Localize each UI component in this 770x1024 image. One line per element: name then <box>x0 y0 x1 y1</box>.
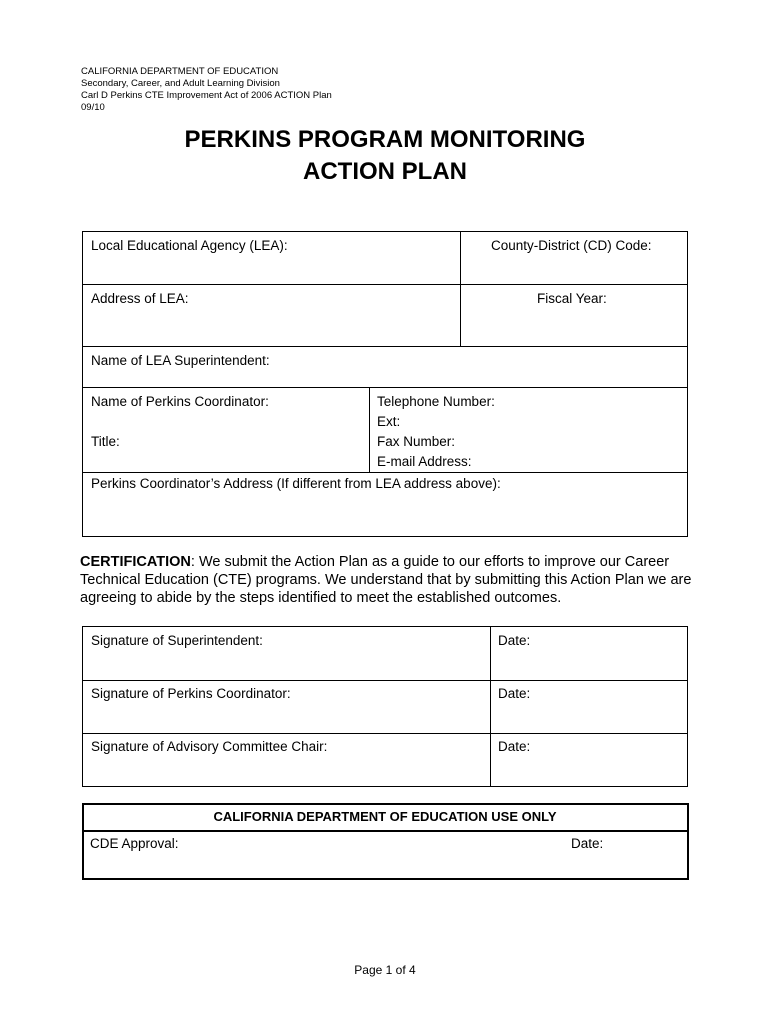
superintendent-label: Name of LEA Superintendent: <box>91 353 270 368</box>
chair-signature-label: Signature of Advisory Committee Chair: <box>91 739 328 754</box>
chair-signature-field[interactable] <box>82 733 491 787</box>
coordinator-date-field[interactable] <box>490 680 688 734</box>
contact-field[interactable] <box>369 387 688 473</box>
cd-code-field[interactable] <box>460 231 688 285</box>
email-label: E-mail Address: <box>377 454 472 469</box>
certification-text: : We submit the Action Plan as a guide to our efforts to improve our Career Technical Education (CTE) programs. We understand that by submitting this Action Plan we are agreeing to abide by the steps identified to meet the established outcomes. <box>80 554 692 606</box>
page-number: Page 1 of 4 <box>354 963 416 977</box>
lea-address-label: Address of LEA: <box>91 291 189 306</box>
coordinator-address-label: Perkins Coordinator’s Address (If different from LEA address above): <box>91 476 501 491</box>
header-act: Carl D Perkins CTE Improvement Act of 2006 ACTION Plan <box>81 90 332 101</box>
fiscal-year-field[interactable] <box>460 284 688 347</box>
header-date: 09/10 <box>81 102 105 113</box>
fiscal-year-label: Fiscal Year: <box>537 291 607 306</box>
date-label: Date: <box>498 686 531 701</box>
chair-date-field[interactable] <box>490 733 688 787</box>
superintendent-signature-label: Signature of Superintendent: <box>91 633 263 648</box>
date-label: Date: <box>498 633 531 648</box>
header-agency: CALIFORNIA DEPARTMENT OF EDUCATION <box>81 66 279 77</box>
certification-statement <box>80 553 700 607</box>
certification-heading: CERTIFICATION <box>80 554 191 570</box>
cde-approval-label[interactable]: CDE Approval: <box>90 836 179 851</box>
lea-label: Local Educational Agency (LEA): <box>91 238 288 253</box>
fax-label: Fax Number: <box>377 434 456 449</box>
title-line-1: PERKINS PROGRAM MONITORING <box>184 126 586 153</box>
coordinator-signature-field[interactable] <box>82 680 491 734</box>
lea-field[interactable] <box>82 231 461 285</box>
page-title <box>0 124 770 188</box>
title-label: Title: <box>91 434 120 449</box>
superintendent-field[interactable] <box>82 346 688 388</box>
superintendent-date-field[interactable] <box>490 626 688 681</box>
document-header <box>81 66 332 114</box>
coordinator-label: Name of Perkins Coordinator: <box>91 394 269 409</box>
cde-divider <box>82 830 689 832</box>
ext-label: Ext: <box>377 414 401 429</box>
date-label: Date: <box>498 739 531 754</box>
coordinator-address-field[interactable] <box>82 472 688 537</box>
lea-address-field[interactable] <box>82 284 461 347</box>
cde-use-heading: CALIFORNIA DEPARTMENT OF EDUCATION USE ONLY <box>213 809 557 824</box>
coordinator-field[interactable] <box>82 387 370 473</box>
coordinator-signature-label: Signature of Perkins Coordinator: <box>91 686 291 701</box>
telephone-label: Telephone Number: <box>377 394 495 409</box>
header-division: Secondary, Career, and Adult Learning Division <box>81 78 280 89</box>
cde-date-label[interactable]: Date: <box>571 836 604 851</box>
superintendent-signature-field[interactable] <box>82 626 491 681</box>
cd-code-label: County-District (CD) Code: <box>491 238 652 253</box>
title-line-2: ACTION PLAN <box>303 158 467 185</box>
